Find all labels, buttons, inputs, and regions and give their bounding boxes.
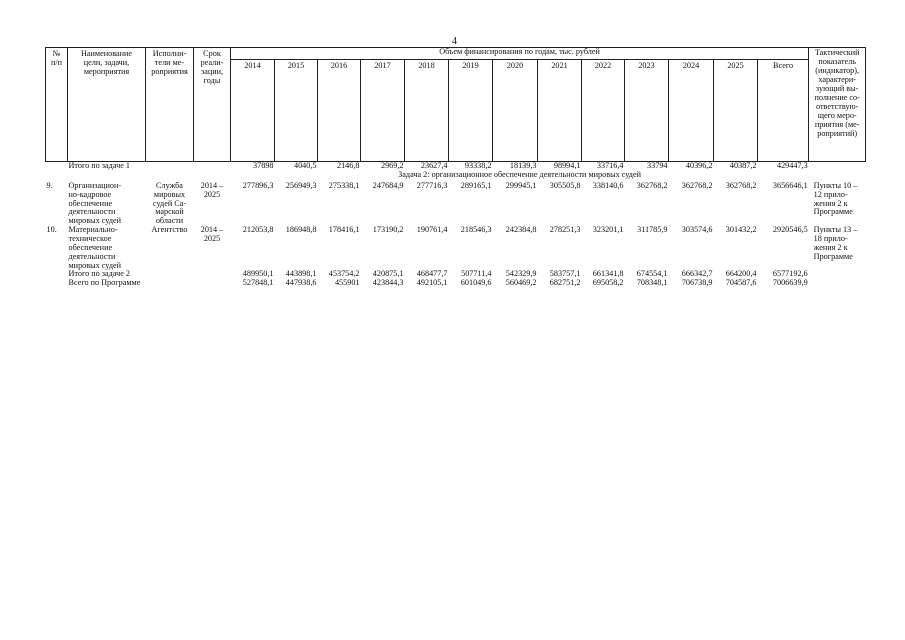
- cell-value: 362768,2: [725, 181, 757, 190]
- cell-total: 3656646,1: [772, 181, 808, 190]
- item-executor: Агентство: [151, 226, 188, 235]
- item-indicator: Пункты 13 – 18 прило- жения 2 к Программе: [813, 226, 858, 261]
- cell-value: 186948,8: [285, 226, 317, 235]
- cell-value: 664200,4: [725, 270, 757, 279]
- cell-value: 275338,1: [328, 181, 360, 190]
- cell-value: 40396,2: [669, 162, 714, 171]
- header-total: Всего: [758, 60, 809, 162]
- cell-value: 601049,6: [460, 279, 492, 288]
- cell-value: 362768,2: [636, 181, 668, 190]
- cell-value: 311785,9: [637, 226, 668, 235]
- cell-value: 423844,3: [372, 279, 404, 288]
- cell-value: 542329,9: [505, 270, 537, 279]
- cell-value: 453754,2: [328, 270, 360, 279]
- header-year: 2019: [449, 60, 493, 162]
- cell-value: 527848,1: [242, 279, 274, 288]
- cell-value: 277896,3: [242, 181, 274, 190]
- cell-value: 218546,3: [460, 226, 492, 235]
- item-name: Материально- техническое обеспечение деятельности мировых судей: [68, 226, 122, 270]
- cell-value: 305505,8: [549, 181, 581, 190]
- cell-total: 429447,3: [758, 162, 809, 171]
- cell-value: 33794: [625, 162, 669, 171]
- header-year: 2017: [361, 60, 405, 162]
- cell-value: 289165,1: [460, 181, 492, 190]
- cell-value: 98994,1: [538, 162, 582, 171]
- header-year: 2025: [714, 60, 758, 162]
- item-number: 9.: [46, 181, 53, 190]
- cell-value: 2146,8: [318, 162, 361, 171]
- header-year: 2022: [582, 60, 625, 162]
- cell-value: 666342,7: [681, 270, 713, 279]
- cell-value: 242384,8: [505, 226, 537, 235]
- header-year: 2015: [275, 60, 318, 162]
- total-program-row: [46, 279, 866, 288]
- cell-value: 18139,3: [493, 162, 538, 171]
- cell-value: 212053,8: [242, 226, 274, 235]
- total-task2-row: [46, 270, 866, 279]
- item-indicator: Пункты 10 – 12 прило- жения 2 к Программе: [813, 181, 858, 217]
- header-year: 2024: [669, 60, 714, 162]
- header-year: 2020: [493, 60, 538, 162]
- cell-value: 507711,4: [461, 270, 492, 279]
- page-number: 4: [452, 36, 457, 47]
- cell-value: 40387,2: [714, 162, 758, 171]
- row-label: Итого по задаче 2: [68, 270, 131, 279]
- header-year: 2023: [625, 60, 669, 162]
- cell-total: 2920546,5: [772, 226, 808, 235]
- cell-value: 256949,3: [285, 181, 317, 190]
- header-year: 2016: [318, 60, 361, 162]
- total-task1-row: [46, 162, 866, 171]
- cell-value: 178416,1: [328, 226, 360, 235]
- cell-value: 23627,4: [405, 162, 449, 171]
- cell-value: 2969,2: [361, 162, 405, 171]
- cell-value: 338140,6: [592, 181, 624, 190]
- cell-value: 447938,6: [285, 279, 317, 288]
- cell-value: 443898,1: [285, 270, 317, 279]
- cell-value: 455901: [334, 279, 360, 288]
- header-indicator: Тактический показатель (индикатор), характери- зующий вы- полнение со- ответствую- щего меро- приятия (ме- роприятий): [809, 48, 866, 162]
- cell-value: 674554,1: [636, 270, 668, 279]
- cell-value: 420875,1: [372, 270, 404, 279]
- item10-row: [46, 226, 866, 270]
- item-name: Организацион- но-кадровое обеспечение деятельности мировых судей: [68, 181, 122, 226]
- cell-value: 362768,2: [681, 181, 713, 190]
- cell-value: 661341,8: [592, 270, 624, 279]
- item-term: 2014 – 2025: [200, 181, 224, 199]
- header-volume: Объем финансирования по годам, тыс. рублей: [231, 48, 809, 60]
- header-year: 2014: [231, 60, 275, 162]
- header-year: 2018: [405, 60, 449, 162]
- cell-value: 708348,1: [636, 279, 668, 288]
- item9-row: [46, 182, 866, 226]
- cell-value: 4040,5: [275, 162, 318, 171]
- cell-value: 682751,2: [549, 279, 581, 288]
- cell-value: 37898: [231, 162, 275, 171]
- cell-value: 278251,3: [549, 226, 581, 235]
- cell-value: 277716,3: [416, 181, 448, 190]
- cell-value: 301432,2: [725, 226, 757, 235]
- cell-value: 247684,9: [372, 181, 404, 190]
- cell-value: 33716,4: [582, 162, 625, 171]
- financing-table: [45, 47, 866, 288]
- cell-value: 93338,2: [449, 162, 493, 171]
- row-label: Итого по задаче 1: [68, 162, 231, 171]
- cell-value: 706738,9: [681, 279, 713, 288]
- cell-value: 704587,6: [725, 279, 757, 288]
- cell-value: 560469,2: [505, 279, 537, 288]
- cell-total: 6577192,6: [772, 270, 808, 279]
- task-title: Задача 2: организационное обеспечение деятельности мировых судей: [398, 170, 641, 179]
- cell-value: 492105,1: [416, 279, 448, 288]
- item-term: 2014 – 2025: [200, 226, 224, 244]
- header-year: 2021: [538, 60, 582, 162]
- header-term: Срок реали- зации, годы: [194, 48, 231, 162]
- cell-value: 468477,7: [416, 270, 448, 279]
- header-executor: Исполни- тели ме- роприятия: [146, 48, 194, 162]
- task2-title-row: [46, 171, 866, 182]
- cell-value: 489950,1: [242, 270, 274, 279]
- cell-total: 7006639,9: [772, 279, 808, 288]
- cell-value: 173190,2: [372, 226, 404, 235]
- cell-value: 583757,1: [549, 270, 581, 279]
- item-executor: Служба мировых судей Са- марской области: [152, 181, 187, 226]
- item-number: 10.: [46, 226, 57, 235]
- cell-value: 303574,6: [681, 226, 713, 235]
- cell-value: 190761,4: [416, 226, 448, 235]
- cell-value: 323201,1: [592, 226, 624, 235]
- cell-value: 299945,1: [505, 181, 537, 190]
- cell-value: 695058,2: [592, 279, 624, 288]
- header-num: № п/п: [46, 48, 68, 162]
- row-label: Всего по Программе: [68, 279, 141, 288]
- header-name: Наименование цели, задачи, мероприятия: [68, 48, 146, 162]
